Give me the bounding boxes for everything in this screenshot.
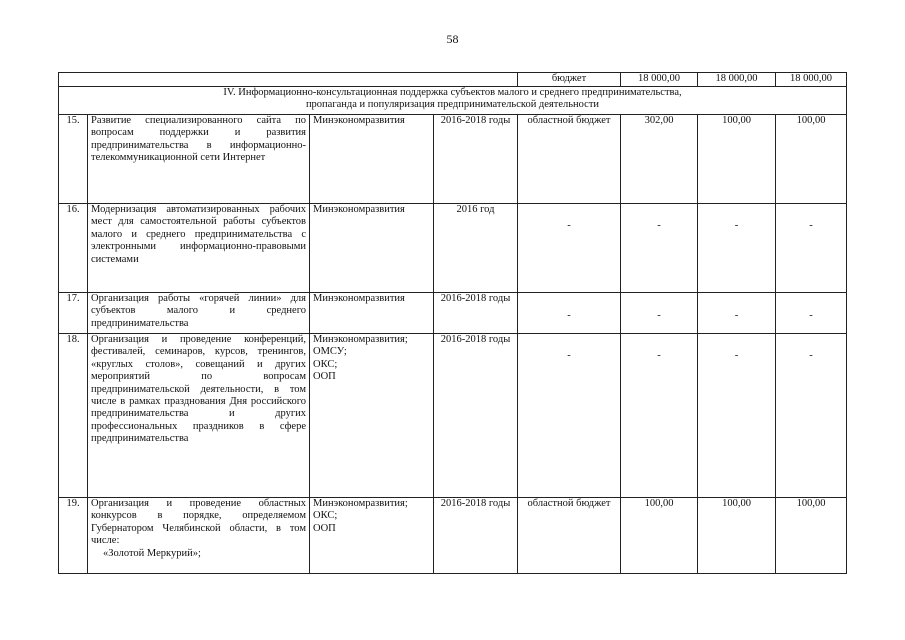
period: 2016-2018 годы <box>434 115 518 204</box>
executor <box>310 334 434 498</box>
table-row <box>59 204 847 293</box>
table-row <box>59 498 847 574</box>
activity-name: Организация и проведение областных конкурсов в порядке, определяемом Губернатором Челябинской области, в том числе: <box>91 498 306 547</box>
funding-source: областной бюджет <box>518 498 621 574</box>
row-number: 15. <box>59 115 88 204</box>
row-number: 19. <box>59 498 88 574</box>
value-2016: - <box>621 204 698 293</box>
empty-cell <box>59 73 518 87</box>
value-2018: - <box>776 334 847 498</box>
funding-source: - <box>518 204 621 293</box>
value-2018: 100,00 <box>776 115 847 204</box>
table-row-budget-carryover <box>59 73 847 87</box>
funding-source: - <box>518 293 621 334</box>
executor: Минэкономразвития <box>310 115 434 204</box>
value-2017: - <box>698 293 776 334</box>
funding-source: - <box>518 334 621 498</box>
executor-line: Минэкономразвития; <box>313 334 408 345</box>
period: 2016-2018 годы <box>434 498 518 574</box>
value-2017: - <box>698 204 776 293</box>
cell-2018: 18 000,00 <box>776 73 847 87</box>
activity-name: Организация работы «горячей линии» для субъектов малого и среднего предпринимательства <box>88 293 310 334</box>
cell-source: бюджет <box>518 73 621 87</box>
value-2016: 100,00 <box>621 498 698 574</box>
executor-line: Минэкономразвития; <box>313 498 408 509</box>
activity-name: Развитие специализированного сайта по вопросам поддержки и развития предпринимательства в информационно-телекоммуникационной сети Интернет <box>88 115 310 204</box>
value-2018: - <box>776 204 847 293</box>
activity-name: Модернизация автоматизированных рабочих мест для самостоятельной работы субъектов малого и среднего предпринимательства с электронными информационно-правовыми системами <box>88 204 310 293</box>
executor-line: ОМСУ; <box>313 346 347 358</box>
executor: Минэкономразвития <box>310 204 434 293</box>
executor-line: ООП <box>313 522 336 534</box>
row-number: 16. <box>59 204 88 293</box>
executor-line: ОКС; <box>313 358 338 370</box>
value-2016: - <box>621 293 698 334</box>
page-number: 58 <box>446 32 459 46</box>
table-row <box>59 293 847 334</box>
row-number: 18. <box>59 334 88 498</box>
activity-cell <box>88 498 310 574</box>
activity-subitem: «Золотой Меркурий»; <box>103 547 201 559</box>
section-heading-line-2: пропаганда и популяризация предпринимательской деятельности <box>305 99 600 111</box>
period: 2016-2018 годы <box>434 293 518 334</box>
value-2016: - <box>621 334 698 498</box>
period: 2016 год <box>434 204 518 293</box>
section-heading <box>59 87 847 115</box>
value-2016: 302,00 <box>621 115 698 204</box>
row-number: 17. <box>59 293 88 334</box>
section-heading-line-1: IV. Информационно-консультационная поддержка субъектов малого и среднего предпринимательства, <box>223 87 682 98</box>
executor <box>310 498 434 574</box>
executor: Минэкономразвития <box>310 293 434 334</box>
funding-source: областной бюджет <box>518 115 621 204</box>
value-2017: - <box>698 334 776 498</box>
executor-line: ООП <box>313 371 336 383</box>
program-table <box>58 72 847 574</box>
cell-2017: 18 000,00 <box>698 73 776 87</box>
executor-line: ОКС; <box>313 510 338 522</box>
value-2017: 100,00 <box>698 115 776 204</box>
period: 2016-2018 годы <box>434 334 518 498</box>
value-2017: 100,00 <box>698 498 776 574</box>
section-heading-row <box>59 87 847 115</box>
cell-2016: 18 000,00 <box>621 73 698 87</box>
value-2018: 100,00 <box>776 498 847 574</box>
value-2018: - <box>776 293 847 334</box>
table-row <box>59 115 847 204</box>
activity-name: Организация и проведение конференций, фестивалей, семинаров, курсов, тренингов, «круглых столов», совещаний и других мероприятий по вопросам предпринимательской деятельности, в том числе в рамках празднования Дня российского предпринимательства и других профессиональных праздников в сфере предпринимательства <box>88 334 310 498</box>
table-row <box>59 334 847 498</box>
